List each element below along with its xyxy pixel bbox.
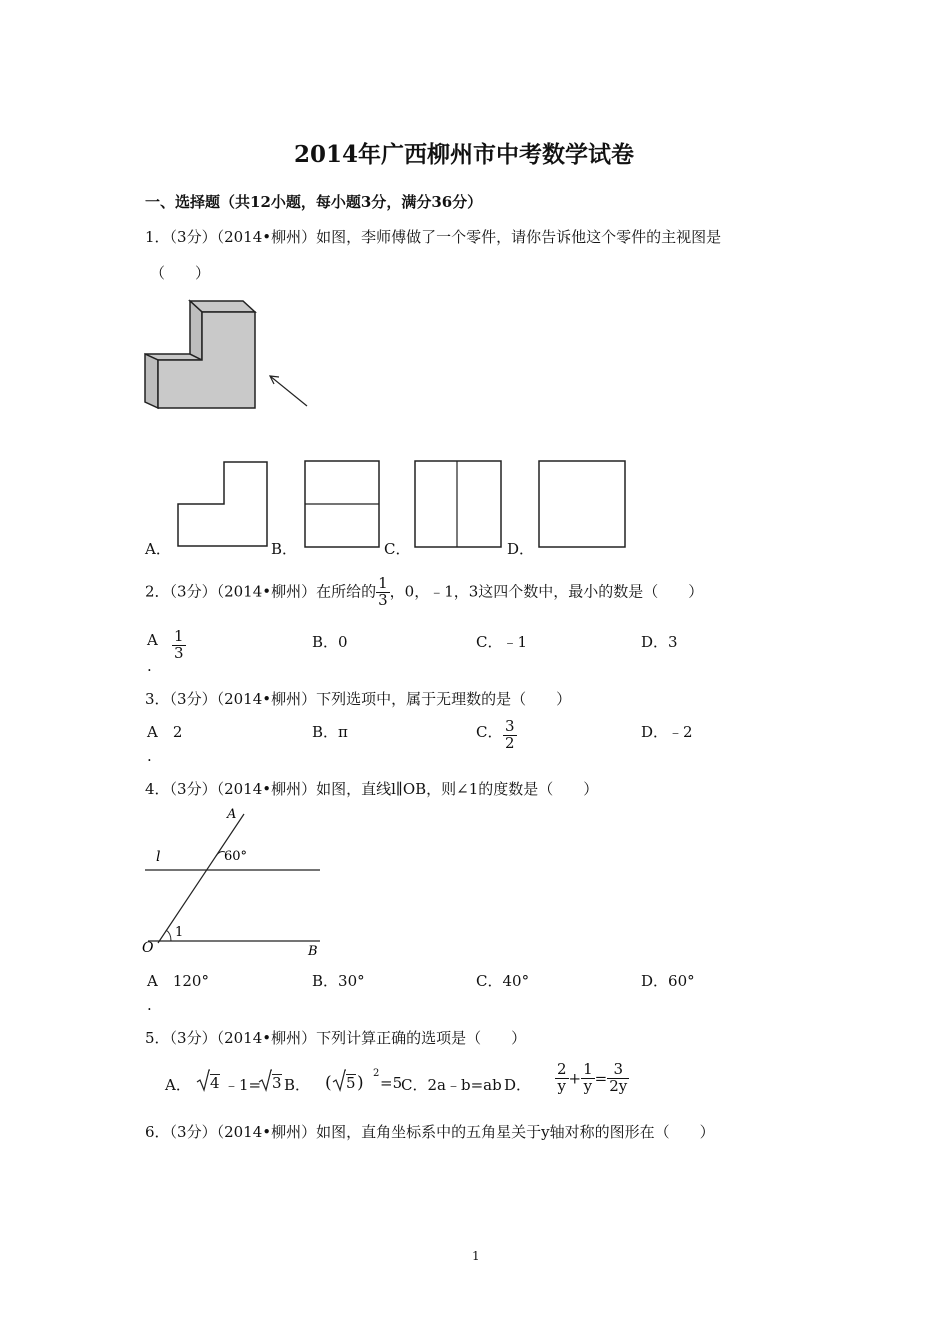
q1-option-d-figure [538,460,628,550]
q6-stem: 6．（3分）（2014•柳州）如图，直角坐标系中的五角星关于y轴对称的图形在（ ） [145,1123,715,1141]
q2-option-a-dot: . [147,657,152,675]
q3-option-b: B．π [312,723,348,741]
q2-stem-fraction [376,576,390,609]
q5-option-d-equals: = [594,1069,608,1088]
q3-option-c-den: 2 [505,733,515,752]
q1-option-c-figure [414,460,504,550]
q3-option-a: A 2 [147,723,183,741]
page-title: 2014年广西柳州市中考数学试卷 [294,141,635,168]
q5-option-d-expression [555,1062,629,1095]
q1-option-b-figure [304,460,382,550]
q5-option-c: C．2a﹣b=ab [401,1076,502,1094]
q5-option-b-exponent: 2 [373,1068,380,1079]
q1-option-b-label: B． [271,540,298,558]
q4-option-c: C．40° [476,972,530,990]
q3-option-c-num: 3 [505,717,515,735]
q2-option-a-num: 1 [174,627,184,645]
q5-option-b-lparen: ( [325,1073,332,1093]
q4-option-a: A 120° [147,972,209,990]
q5-option-a-middle: ﹣1= [224,1076,262,1094]
q5-option-d-f3-den: 2y [609,1076,628,1095]
q1-stem: 1．（3分）（2014•柳州）如图，李师傅做了一个零件，请你告诉他这个零件的主视图是 [145,228,722,246]
q5-option-b-rparen: ) [357,1073,364,1093]
q5-option-d-f3-num: 3 [607,1062,629,1079]
q2-option-c: C．﹣1 [476,633,528,651]
q4-option-b: B．30° [312,972,365,990]
q1-option-a-label: A． [145,540,171,558]
q2-stem [145,576,703,609]
q1-part-figure [140,296,320,416]
q2-option-a-fraction [172,629,186,662]
q2-option-a-label: A [147,631,158,649]
q2-stem-frac-num: 1 [378,574,388,592]
q4-angle-60: 60° [224,849,248,864]
q5-option-b-sqrt-sign [332,1068,346,1092]
q4-option-a-dot: . [147,996,152,1014]
q3-option-a-dot: . [147,747,152,765]
q3-option-c-fraction [503,719,517,752]
q5-option-d-plus: + [568,1069,582,1088]
q5-option-b-tail: =5 [380,1074,403,1092]
q1-option-d-label: D． [507,540,535,558]
q5-option-a-sqrt-sign [196,1068,210,1092]
q5-option-d-f1-num: 2 [557,1060,567,1078]
q2-option-a-den: 3 [174,643,184,662]
q5-option-a-label: A． [165,1076,191,1094]
q4-stem: 4．（3分）（2014•柳州）如图，直线l∥OB，则∠1的度数是（ ） [145,780,599,798]
q4-label-b: B [308,944,318,959]
q2-stem-frac-den: 3 [378,590,388,609]
q2-stem-after: ，0，﹣1，3这四个数中，最小的数是（ ） [389,582,704,601]
q4-angle-1: 1 [175,925,184,940]
q4-parallel-lines-figure [140,806,330,961]
q5-option-a-radicand-1: 4 [210,1074,220,1092]
q1-answer-paren: （ ） [150,264,211,282]
q4-label-a: A [227,807,237,822]
q2-stem-before: 2．（3分）（2014•柳州）在所给的 [145,582,377,601]
q5-option-a-sqrt-sign-2 [258,1068,272,1092]
q4-label-o: O [142,940,154,956]
q3-stem: 3．（3分）（2014•柳州）下列选项中，属于无理数的是（ ） [145,690,572,708]
q5-option-b-radicand: 5 [346,1074,356,1092]
q5-option-d-f2-num: 1 [583,1060,593,1078]
q3-option-c-label: C． [476,723,503,741]
q5-option-d-f1-den: y [557,1076,567,1095]
section-heading: 一、选择题（共12小题，每小题3分，满分36分） [145,193,483,211]
q1-option-a-figure [176,460,271,550]
q1-option-c-label: C． [384,540,411,558]
q5-option-b-label: B． [284,1076,311,1094]
q5-option-d-label: D． [504,1076,532,1094]
page-number: 1 [472,1249,480,1263]
q4-label-l: l [156,849,161,865]
q2-option-b: B．0 [312,633,348,651]
q4-option-d: D．60° [641,972,695,990]
q5-option-a-radicand-2: 3 [272,1074,282,1092]
q5-option-d-f2-den: y [583,1076,593,1095]
q3-option-d: D．﹣2 [641,723,693,741]
q5-stem: 5．（3分）（2014•柳州）下列计算正确的选项是（ ） [145,1029,527,1047]
q2-option-d: D．3 [641,633,678,651]
